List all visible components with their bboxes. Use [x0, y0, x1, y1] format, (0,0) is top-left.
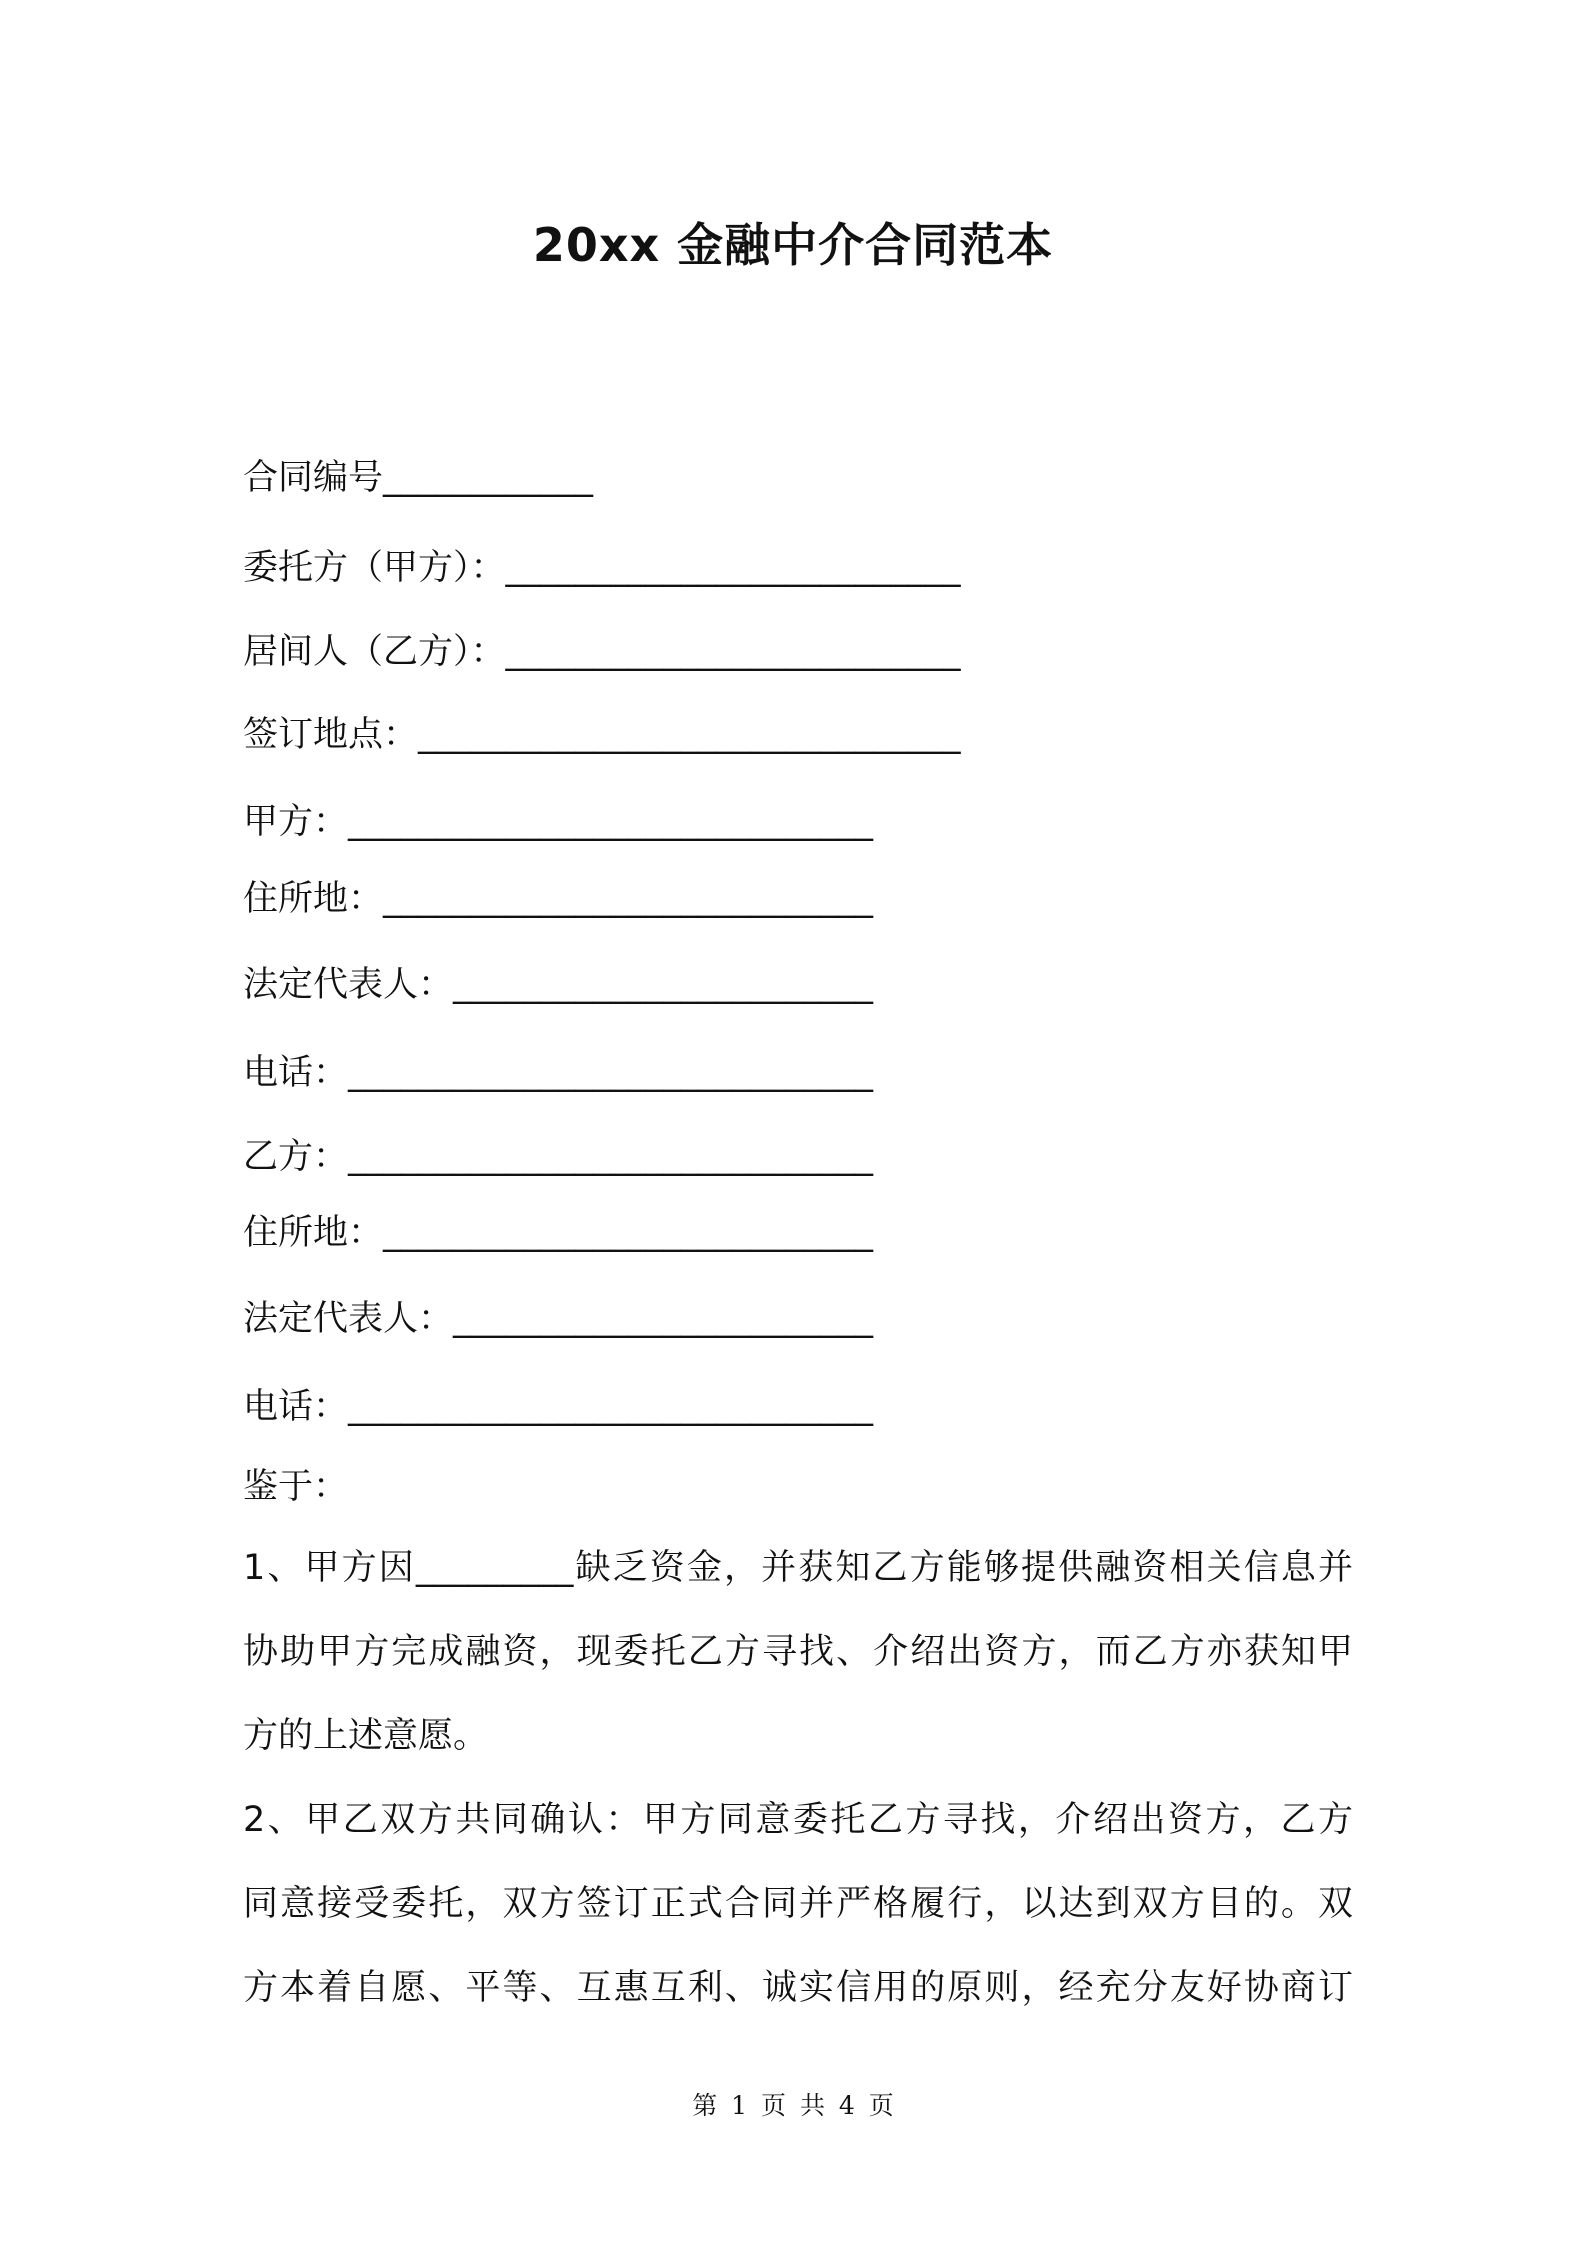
paragraph-line: 同意接受委托，双方签订正式合同并严格履行，以达到双方目的。双 [243, 1884, 1353, 1924]
paragraph-line: 方本着自愿、平等、互惠互利、诚实信用的原则，经充分友好协商订 [243, 1968, 1353, 2008]
field-party-a-phone: 电话：______________________________ [243, 1053, 874, 1093]
paragraph-clause-2 [243, 1778, 1353, 2030]
field-party-b-legal-rep: 法定代表人：________________________ [243, 1299, 874, 1339]
paragraph-line: 1、甲方因_________缺乏资金，并获知乙方能够提供融资相关信息并 [243, 1548, 1353, 1588]
page-footer: 第 1 页 共 4 页 [692, 2091, 894, 2120]
field-party-a: 甲方：______________________________ [243, 802, 874, 842]
field-signing-location: 签订地点：_______________________________ [243, 715, 961, 755]
field-intermediary-party-b: 居间人（乙方）：__________________________ [243, 632, 961, 672]
field-party-b-phone: 电话：______________________________ [243, 1387, 874, 1427]
document-title: 20xx 金融中介合同范本 [532, 218, 1054, 272]
field-party-b-address: 住所地：____________________________ [243, 1213, 874, 1253]
field-client-party-a: 委托方（甲方）：__________________________ [243, 548, 961, 588]
paragraph-line: 方的上述意愿。 [243, 1716, 489, 1756]
field-whereas: 鉴于： [243, 1467, 349, 1507]
paragraph-clause-1 [243, 1526, 1353, 1778]
field-party-a-legal-rep: 法定代表人：________________________ [243, 965, 874, 1005]
field-contract-number: 合同编号____________ [243, 458, 594, 498]
paragraph-line: 协助甲方完成融资，现委托乙方寻找、介绍出资方，而乙方亦获知甲 [243, 1632, 1353, 1672]
field-party-b: 乙方：______________________________ [243, 1137, 874, 1177]
field-party-a-address: 住所地：____________________________ [243, 879, 874, 919]
paragraph-line: 2、甲乙双方共同确认：甲方同意委托乙方寻找，介绍出资方，乙方 [243, 1800, 1353, 1840]
